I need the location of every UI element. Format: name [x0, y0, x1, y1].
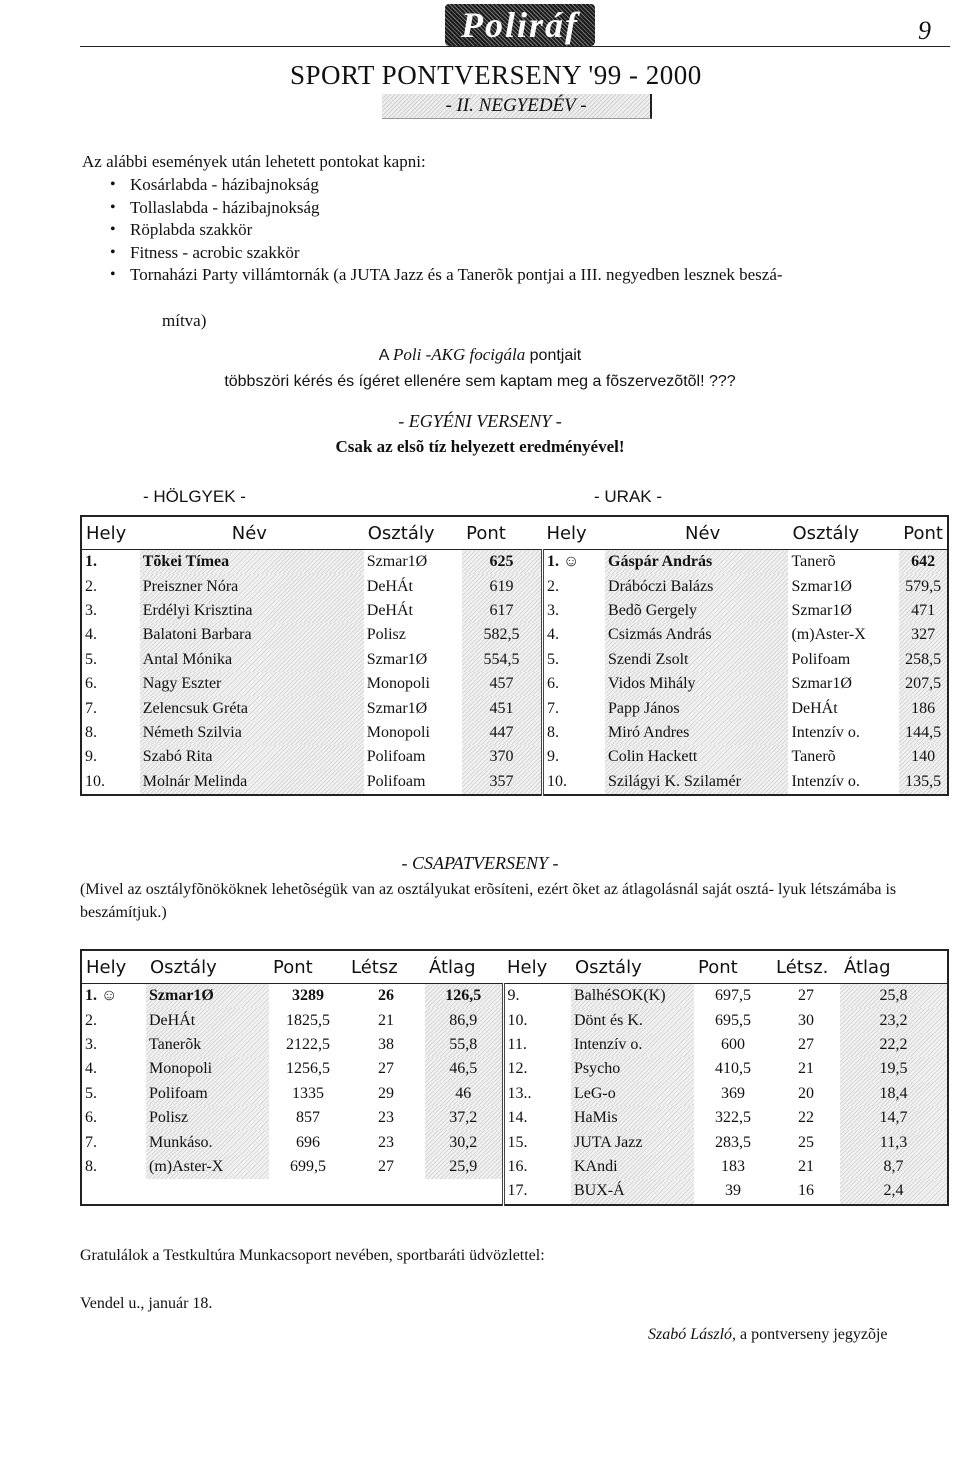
- team-row: [81, 1130, 948, 1154]
- team-class: (m)Aster-X: [146, 1155, 269, 1179]
- focigala-note: [0, 342, 960, 395]
- individual-row: [81, 574, 948, 598]
- women-name: Erdélyi Krisztina: [140, 599, 364, 623]
- team-place: 11.: [503, 1033, 571, 1057]
- individual-row: [81, 648, 948, 672]
- women-class: Polisz: [366, 626, 406, 644]
- col-header: Létsz: [347, 950, 425, 984]
- team-count: 27: [378, 1060, 394, 1078]
- team-average: 25,9: [425, 1155, 503, 1179]
- team-points: 600: [721, 1035, 745, 1053]
- women-name: Tõkei Tímea: [140, 550, 364, 575]
- men-points: 135,5: [899, 770, 948, 795]
- individual-row: [81, 550, 948, 575]
- women-place: 1.: [85, 553, 97, 571]
- col-header: Név: [605, 516, 788, 550]
- team-points: 697,5: [715, 987, 751, 1005]
- team-row: [81, 1033, 948, 1057]
- team-place: 17.: [503, 1179, 571, 1204]
- header-rule: [80, 46, 950, 47]
- women-points: 582,5: [462, 623, 542, 647]
- team-class: Szmar1Ø: [146, 984, 269, 1009]
- women-name: Németh Szilvia: [140, 721, 364, 745]
- col-header: Hely: [81, 950, 146, 984]
- team-count: 27: [798, 1035, 814, 1053]
- team-class: LeG-o: [571, 1082, 694, 1106]
- team-count: 25: [798, 1133, 814, 1151]
- women-points: 370: [462, 745, 542, 769]
- men-name: Szendi Zsolt: [605, 648, 788, 672]
- women-place: 3.: [85, 601, 97, 619]
- women-class: Szmar1Ø: [366, 699, 428, 717]
- men-class: Tanerõ: [791, 748, 836, 766]
- team-count: 27: [798, 987, 814, 1005]
- team-average: 11,3: [840, 1130, 948, 1154]
- men-class: Tanerõ: [791, 553, 836, 571]
- team-average: 14,7: [840, 1106, 948, 1130]
- event-item-continuation: mítva): [162, 311, 207, 330]
- team-results-table: [80, 949, 949, 1206]
- women-points: 457: [462, 672, 542, 696]
- team-average: 23,2: [840, 1008, 948, 1032]
- team-row: [81, 1082, 948, 1106]
- team-points: 283,5: [715, 1133, 751, 1151]
- team-points: 2122,5: [286, 1035, 330, 1053]
- men-place: 1. ☺: [542, 550, 605, 575]
- team-place: 2.: [85, 1011, 97, 1029]
- team-class: Dönt és K.: [571, 1008, 694, 1032]
- team-place: 4.: [85, 1060, 97, 1078]
- team-points: 369: [721, 1084, 745, 1102]
- event-list: [130, 174, 783, 287]
- team-heading: - CSAPATVERSENY -: [401, 853, 559, 873]
- note-event: Poli -AKG focigála: [392, 345, 526, 364]
- event-item: • Tollaslabda - házibajnokság: [130, 197, 783, 220]
- individual-row: [81, 696, 948, 720]
- women-name: Zelencsuk Gréta: [140, 696, 364, 720]
- team-average: 8,7: [840, 1155, 948, 1179]
- team-place: [81, 1179, 146, 1204]
- event-item: • Kosárlabda - házibajnokság: [130, 174, 783, 197]
- men-points: 642: [899, 550, 948, 575]
- team-class: Intenzív o.: [571, 1033, 694, 1057]
- individual-subheading: Csak az elsõ tíz helyezett eredményével!: [335, 437, 625, 456]
- men-points: 140: [899, 745, 948, 769]
- team-row: [81, 1057, 948, 1081]
- col-header: Pont: [694, 950, 772, 984]
- men-name: Colin Hackett: [605, 745, 788, 769]
- team-class: BalhéSOK(K): [571, 984, 694, 1009]
- women-name: Szabó Rita: [140, 745, 364, 769]
- men-name: Miró Andres: [605, 721, 788, 745]
- women-place: 4.: [85, 626, 97, 644]
- team-count: 29: [378, 1084, 394, 1102]
- team-class: [146, 1179, 269, 1204]
- team-points: 696: [296, 1133, 320, 1151]
- team-place: 14.: [503, 1106, 571, 1130]
- col-header: Átlag: [425, 950, 503, 984]
- team-class: JUTA Jazz: [571, 1130, 694, 1154]
- individual-row: [81, 721, 948, 745]
- team-points: 1335: [292, 1084, 324, 1102]
- men-class: Intenzív o.: [791, 723, 860, 741]
- men-points: 327: [899, 623, 948, 647]
- note-prefix: A: [378, 347, 393, 364]
- team-points: 699,5: [290, 1157, 326, 1175]
- team-count: 23: [378, 1109, 394, 1127]
- note-line2: többszöri kérés és ígéret ellenére sem kaptam meg a fõszervezõtõl! ???: [224, 373, 736, 390]
- team-average: 46,5: [425, 1057, 503, 1081]
- men-class: Szmar1Ø: [791, 675, 852, 693]
- team-points: 322,5: [715, 1109, 751, 1127]
- team-place: 9.: [503, 984, 571, 1009]
- men-points: 579,5: [899, 574, 948, 598]
- women-place: 6.: [85, 675, 97, 693]
- individual-row: [81, 599, 948, 623]
- place-date: Vendel u., január 18.: [80, 1295, 213, 1312]
- men-place: 5.: [542, 648, 605, 672]
- men-name: Gáspár András: [605, 550, 788, 575]
- team-points: 1256,5: [286, 1060, 330, 1078]
- team-place: 13..: [503, 1082, 571, 1106]
- team-place: 8.: [85, 1157, 97, 1175]
- individual-heading: - EGYÉNI VERSENY -: [398, 411, 562, 431]
- team-points: 410,5: [715, 1060, 751, 1078]
- men-name: Papp János: [605, 696, 788, 720]
- note-suffix: pontjait: [525, 347, 582, 364]
- men-points: 258,5: [899, 648, 948, 672]
- event-item: • Röplabda szakkör: [130, 219, 783, 242]
- men-place: 6.: [542, 672, 605, 696]
- greeting: Gratulálok a Testkultúra Munkacsoport nevében, sportbaráti üdvözlettel:: [80, 1247, 545, 1264]
- men-place: 4.: [542, 623, 605, 647]
- col-header: Osztály: [788, 516, 899, 550]
- women-points: 447: [462, 721, 542, 745]
- men-place: 10.: [542, 770, 605, 795]
- col-header: Osztály: [571, 950, 694, 984]
- team-class: BUX-Á: [571, 1179, 694, 1204]
- team-place: 1. ☺: [85, 987, 118, 1005]
- team-points: 183: [721, 1157, 745, 1175]
- team-average: 37,2: [425, 1106, 503, 1130]
- men-points: 207,5: [899, 672, 948, 696]
- men-points: 186: [899, 696, 948, 720]
- team-row: [81, 1179, 948, 1204]
- women-place: 10.: [85, 772, 105, 790]
- men-name: Drábóczi Balázs: [605, 574, 788, 598]
- team-note: (Mivel az osztályfõnököknek lehetõségük van az osztályukat erõsíteni, ezért õket az átlagolásnál saját osztá- lyuk létszámába is beszámítjuk.): [80, 881, 897, 921]
- team-count: 27: [378, 1157, 394, 1175]
- women-place: 9.: [85, 748, 97, 766]
- team-class: Psycho: [571, 1057, 694, 1081]
- team-count: 22: [798, 1109, 814, 1127]
- team-place: 10.: [503, 1008, 571, 1032]
- men-name: Szilágyi K. Szilamér: [605, 770, 788, 795]
- team-count: 38: [378, 1035, 394, 1053]
- page-subtitle: - II. NEGYEDÉV -: [382, 94, 652, 119]
- team-average: 19,5: [840, 1057, 948, 1081]
- men-points: 144,5: [899, 721, 948, 745]
- women-points: 357: [462, 770, 542, 795]
- men-place: 9.: [542, 745, 605, 769]
- men-place: 3.: [542, 599, 605, 623]
- team-count: 21: [798, 1060, 814, 1078]
- women-points: 619: [462, 574, 542, 598]
- team-points: 857: [296, 1109, 320, 1127]
- team-average: 25,8: [840, 984, 948, 1009]
- team-place: 16.: [503, 1155, 571, 1179]
- team-row: [81, 984, 948, 1009]
- individual-row: [81, 623, 948, 647]
- col-header: Hely: [81, 516, 140, 550]
- team-average: [425, 1179, 503, 1204]
- team-average: 46: [425, 1082, 503, 1106]
- col-header: Pont: [899, 516, 948, 550]
- team-class: Munkáso.: [146, 1130, 269, 1154]
- col-header: Átlag: [840, 950, 948, 984]
- team-class: Tanerõk: [146, 1033, 269, 1057]
- team-row: [81, 1106, 948, 1130]
- col-header: Osztály: [146, 950, 269, 984]
- women-place: 8.: [85, 723, 97, 741]
- team-count: 26: [378, 987, 394, 1005]
- col-header: Pont: [462, 516, 542, 550]
- men-class: (m)Aster-X: [791, 626, 866, 644]
- women-class: Szmar1Ø: [366, 650, 428, 668]
- team-class: Polisz: [146, 1106, 269, 1130]
- individual-results-table: [80, 515, 949, 796]
- women-name: Nagy Eszter: [140, 672, 364, 696]
- team-place: 12.: [503, 1057, 571, 1081]
- col-header: Hely: [503, 950, 571, 984]
- team-average: 2,4: [840, 1179, 948, 1204]
- women-name: Molnár Melinda: [140, 770, 364, 795]
- team-average: 22,2: [840, 1033, 948, 1057]
- team-points: 39: [725, 1182, 741, 1200]
- team-count: 21: [798, 1157, 814, 1175]
- men-name: Csizmás András: [605, 623, 788, 647]
- men-points: 471: [899, 599, 948, 623]
- women-points: 554,5: [462, 648, 542, 672]
- men-place: 7.: [542, 696, 605, 720]
- men-place: 8.: [542, 721, 605, 745]
- team-place: 6.: [85, 1109, 97, 1127]
- women-class: Polifoam: [366, 772, 426, 790]
- team-points: 695,5: [715, 1011, 751, 1029]
- women-heading: - HÖLGYEK -: [143, 487, 246, 506]
- col-header: Létsz.: [772, 950, 840, 984]
- event-item: • Fitness - acrobic szakkör: [130, 242, 783, 265]
- women-class: Szmar1Ø: [366, 553, 428, 571]
- team-class: Polifoam: [146, 1082, 269, 1106]
- team-average: 86,9: [425, 1008, 503, 1032]
- women-class: Monopoli: [366, 675, 430, 693]
- team-place: 15.: [503, 1130, 571, 1154]
- men-place: 2.: [542, 574, 605, 598]
- team-class: DeHÁt: [146, 1008, 269, 1032]
- signature-name: Szabó László,: [648, 1326, 737, 1343]
- magazine-logo: Poliráf: [445, 4, 595, 46]
- col-header: Pont: [269, 950, 347, 984]
- men-class: Szmar1Ø: [791, 601, 852, 619]
- women-name: Preiszner Nóra: [140, 574, 364, 598]
- women-class: Monopoli: [366, 723, 430, 741]
- men-class: DeHÁt: [791, 699, 838, 717]
- women-name: Antal Mónika: [140, 648, 364, 672]
- team-points: 3289: [292, 987, 324, 1005]
- women-points: 625: [462, 550, 542, 575]
- intro-lead: Az alábbi események után lehetett pontokat kapni:: [82, 152, 426, 171]
- team-class: HaMis: [571, 1106, 694, 1130]
- individual-row: [81, 672, 948, 696]
- page-number: 9: [918, 16, 931, 45]
- men-class: Szmar1Ø: [791, 577, 852, 595]
- team-count: 23: [378, 1133, 394, 1151]
- signature: [648, 1326, 888, 1344]
- team-average: 18,4: [840, 1082, 948, 1106]
- individual-row: [81, 770, 948, 795]
- women-points: 451: [462, 696, 542, 720]
- team-count: 30: [798, 1011, 814, 1029]
- team-place: 5.: [85, 1084, 97, 1102]
- women-class: DeHÁt: [366, 601, 413, 619]
- men-name: Vidos Mihály: [605, 672, 788, 696]
- men-heading: - URAK -: [594, 487, 662, 506]
- team-class: KAndi: [571, 1155, 694, 1179]
- team-place: 7.: [85, 1133, 97, 1151]
- team-average: 30,2: [425, 1130, 503, 1154]
- women-place: 2.: [85, 577, 97, 595]
- individual-row: [81, 745, 948, 769]
- team-place: 3.: [85, 1035, 97, 1053]
- women-points: 617: [462, 599, 542, 623]
- event-item: • Tornaházi Party villámtornák (a JUTA Jazz és a Tanerõk pontjai a III. negyedben lesznek beszá-: [130, 264, 783, 287]
- team-row: [81, 1155, 948, 1179]
- men-class: Intenzív o.: [791, 772, 860, 790]
- men-name: Bedõ Gergely: [605, 599, 788, 623]
- team-row: [81, 1008, 948, 1032]
- team-count: [347, 1179, 425, 1204]
- team-count: 16: [798, 1182, 814, 1200]
- women-class: Polifoam: [366, 748, 426, 766]
- team-average: 126,5: [425, 984, 503, 1009]
- team-count: 20: [798, 1084, 814, 1102]
- women-name: Balatoni Barbara: [140, 623, 364, 647]
- team-class: Monopoli: [146, 1057, 269, 1081]
- men-class: Polifoam: [791, 650, 851, 668]
- team-points: 1825,5: [286, 1011, 330, 1029]
- signature-role: a pontverseny jegyzõje: [736, 1326, 888, 1343]
- team-points: [269, 1179, 347, 1204]
- page-title: SPORT PONTVERSENY '99 - 2000: [290, 60, 702, 90]
- women-class: DeHÁt: [366, 577, 413, 595]
- team-average: 55,8: [425, 1033, 503, 1057]
- col-header: Név: [140, 516, 364, 550]
- col-header: Osztály: [364, 516, 462, 550]
- team-count: 21: [378, 1011, 394, 1029]
- col-header: Hely: [542, 516, 605, 550]
- women-place: 5.: [85, 650, 97, 668]
- women-place: 7.: [85, 699, 97, 717]
